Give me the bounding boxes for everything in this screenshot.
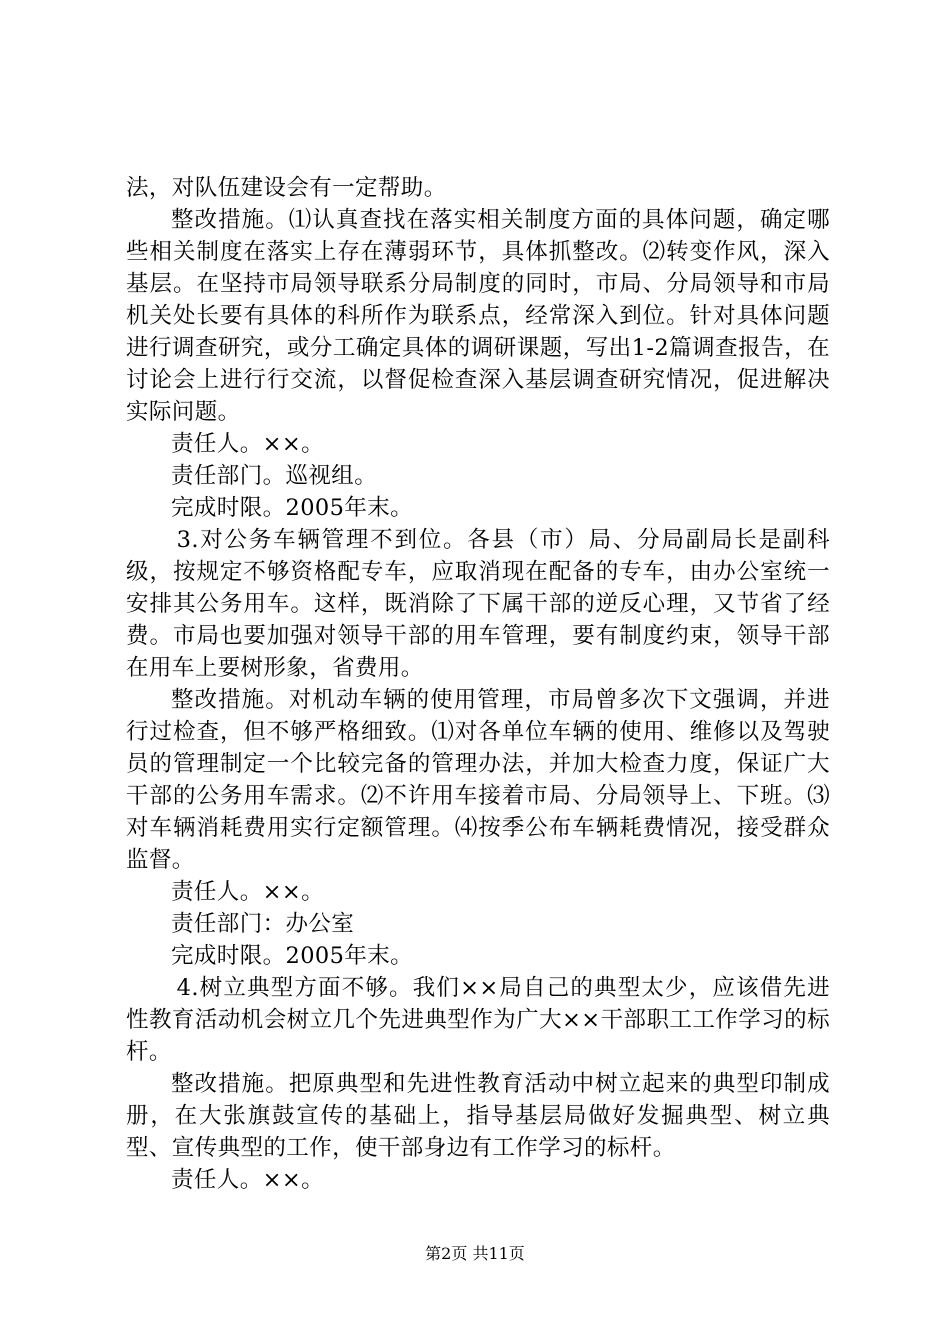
paragraph-rectification-measures-2: 整改措施。对机动车辆的使用管理，市局曾多次下文强调，并进行过检查，但不够严格细致。⑴对各单位车辆的使用、维修以及驾驶员的管理制定一个比较完备的管理办法，并加大检查力度，保证广大干部的公务用车需求。⑵不许用车接着市局、分局领导上、下班。⑶对车辆消耗费用实行定额管理。⑷按季公布车辆耗费情况，接受群众监督。 (126, 687, 830, 873)
paragraph-deadline-1: 完成时限。2005年末。 (171, 495, 414, 521)
paragraph-responsible-department-1: 责任部门。巡视组。 (171, 463, 378, 489)
paragraph-item-3: 3.对公务车辆管理不到位。各县（市）局、分局副局长是副科级，按规定不够资格配专车，应取消现在配备的专车，由办公室统一安排其公务用车。这样，既消除了下属干部的逆反心理，又节省了经费。市局也要加强对领导干部的用车管理，要有制度约束，领导干部在用车上要树形象，省费用。 (126, 527, 830, 681)
paragraph-item-4: 4.树立典型方面不够。我们××局自己的典型太少，应该借先进性教育活动机会树立几个先进典型作为广大××干部职工工作学习的标杆。 (126, 975, 830, 1065)
paragraph-rectification-measures-1: 整改措施。⑴认真查找在落实相关制度方面的具体问题，确定哪些相关制度在落实上存在薄弱环节，具体抓整改。⑵转变作风，深入基层。在坚持市局领导联系分局制度的同时，市局、分局领导和市局机关处长要有具体的科所作为联系点，经常深入到位。针对具体问题进行调查研究，或分工确定具体的调研课题，写出1-2篇调查报告，在讨论会上进行行交流，以督促检查深入基层调查研究情况，促进解决实际问题。 (126, 207, 830, 425)
paragraph-responsible-department-2: 责任部门：办公室 (171, 911, 355, 937)
paragraph-deadline-2: 完成时限。2005年末。 (171, 943, 414, 969)
paragraph-responsible-person-3: 责任人。××。 (171, 1167, 325, 1193)
page-indicator: 第2页 共11页 (425, 1244, 525, 1263)
paragraph-rectification-measures-3: 整改措施。把原典型和先进性教育活动中树立起来的典型印制成册，在大张旗鼓宣传的基础上，指导基层局做好发掘典型、树立典型、宣传典型的工作，使干部身边有工作学习的标杆。 (126, 1071, 830, 1161)
page-footer (0, 1244, 950, 1264)
paragraph-responsible-person-2: 责任人。××。 (171, 879, 325, 905)
paragraph-continuation: 法，对队伍建设会有一定帮助。 (126, 175, 447, 201)
body-text (126, 172, 830, 1196)
paragraph-responsible-person-1: 责任人。××。 (171, 431, 325, 457)
